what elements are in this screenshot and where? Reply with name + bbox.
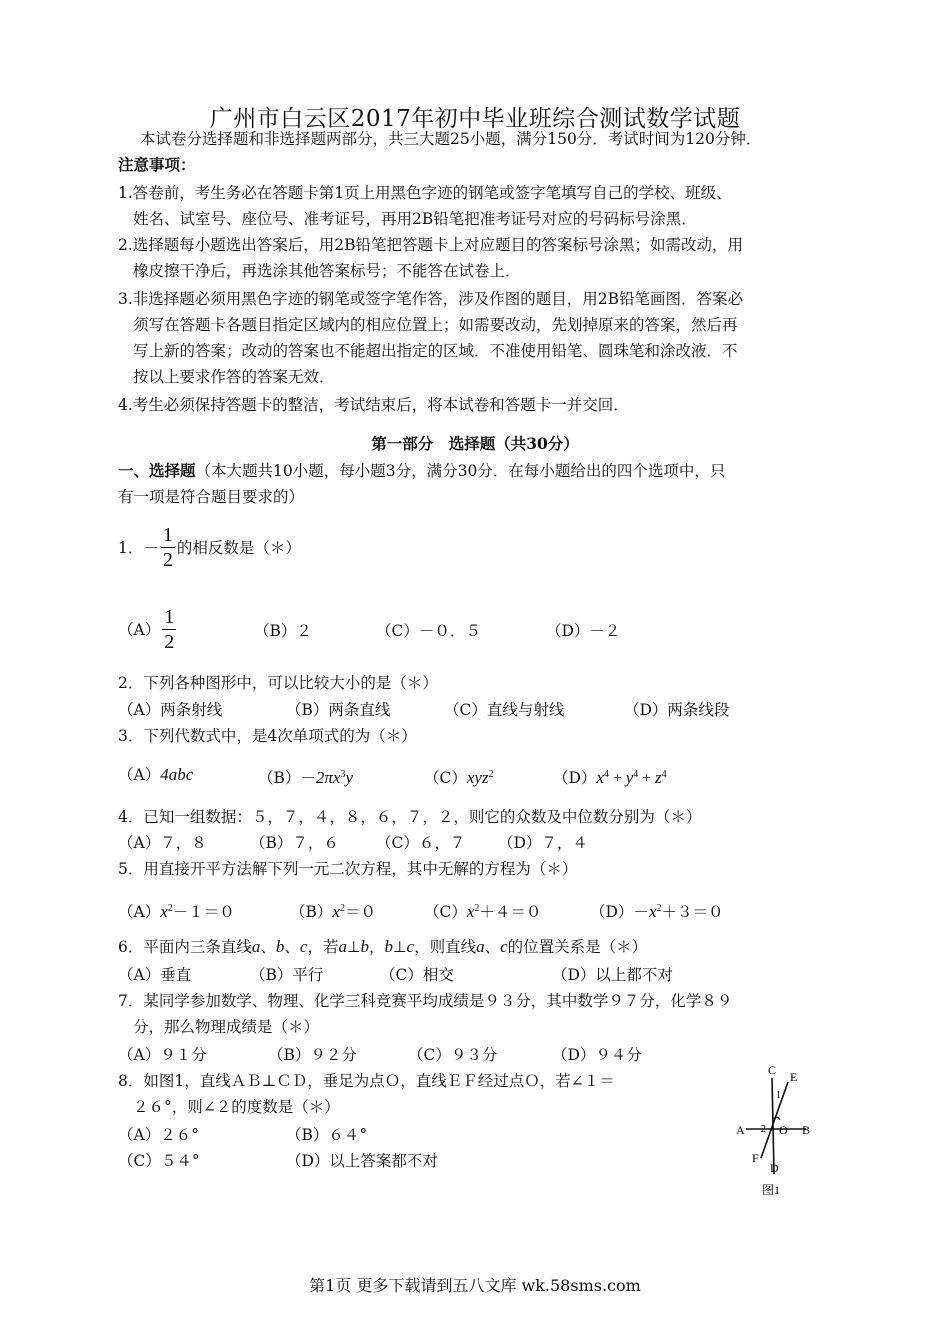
q3-option-a-expr: 4abc	[160, 765, 194, 784]
q7-stem-line-2: 分，那么物理成绩是（＊）	[133, 1018, 320, 1036]
label-c: C	[768, 1063, 777, 1077]
q3-option-d-x: x	[596, 768, 604, 787]
q6-var-c-1: c	[299, 937, 308, 956]
q3-option-d-y: y	[625, 768, 634, 787]
figure-1-diagram	[730, 1058, 830, 1200]
q6-stem	[118, 934, 647, 961]
q6-sep-1: 、	[260, 938, 276, 956]
q3-option-b-y: y	[345, 768, 354, 787]
q1-options	[118, 606, 178, 653]
notice-3-line-3: 写上新的答案；改动的答案也不能超出指定的区域．不准使用铅笔、圆珠笔和涂改液．不	[133, 342, 738, 360]
notice-4: 4.考生必须保持答题卡的整洁，考试结束后，将本试卷和答题卡一并交回．	[118, 396, 629, 414]
q6-var-a-1: a	[251, 937, 261, 956]
q7-option-c: （C）９３分	[408, 1046, 498, 1064]
q5-option-d-var: x	[648, 902, 657, 921]
q2-option-a: （A）两条射线	[118, 701, 223, 719]
q3-option-d-exp-x: 4	[603, 769, 609, 780]
q1-fraction	[161, 524, 175, 571]
q1-option-b: （B）２	[254, 622, 312, 640]
q3-option-d-exp-z: 4	[661, 769, 667, 780]
q6-then: ，则直线	[414, 938, 477, 956]
q8-option-b: （B）６４°	[286, 1126, 368, 1144]
q4-option-d: （D）７，４	[498, 834, 588, 852]
q1-fraction-numerator: 1	[162, 524, 173, 546]
q5-option-a-rest: －１＝０	[172, 903, 235, 921]
q3-option-b-coef: 2π	[315, 768, 333, 787]
q3-option-d-label: （D）	[553, 769, 597, 787]
figure-1-caption: 图1	[762, 1183, 781, 1197]
q5-option-a-var: x	[160, 902, 168, 921]
q3-stem: 3．下列代数式中，是4次单项式的为（＊）	[118, 727, 417, 745]
q5-option-d-label: （D）－	[590, 903, 649, 921]
q6-end: 的位置关系是（＊）	[507, 938, 648, 956]
intro-text: 本试卷分选择题和非选择题两部分，共三大题25小题，满分150分．考试时间为120分钟．	[140, 130, 762, 148]
q6-var-b-2: b	[360, 937, 369, 956]
label-angle-2: 2	[761, 1124, 766, 1135]
q5-option-d-rest: ＋３＝０	[661, 903, 724, 921]
notice-2-line-2: 橡皮擦干净后，再选涂其他答案标号；不能答在试卷上．	[133, 262, 521, 280]
question-1	[118, 524, 301, 571]
notice-heading: 注意事项：	[118, 155, 196, 174]
q6-var-a-2: a	[338, 937, 347, 956]
q1-option-a-fraction	[162, 606, 176, 653]
q3-option-c-base: xyz	[466, 768, 489, 787]
q3-option-d-plus-1: +	[612, 770, 622, 787]
q5-option-a-label: （A）	[118, 903, 161, 921]
notice-3-line-4: 按以上要求作答的答案无效．	[133, 368, 335, 386]
label-d: D	[770, 1161, 779, 1175]
page-footer: 第1页 更多下载请到五八文库 wk.58sms.com	[309, 1276, 641, 1295]
label-a: A	[736, 1123, 745, 1137]
label-e: E	[790, 1070, 798, 1084]
label-angle-1: 1	[776, 1090, 781, 1101]
q8-option-d: （D）以上答案都不对	[286, 1152, 438, 1170]
q6-option-c: （C）相交	[380, 966, 454, 984]
q3-option-d	[553, 762, 667, 792]
q5-option-b-rest: ＝０	[344, 903, 376, 921]
page-title: 广州市白云区2017年初中毕业班综合测试数学试题	[209, 106, 741, 132]
q5-option-b-var: x	[332, 902, 340, 921]
q1-option-a-label: （A）	[118, 620, 161, 639]
q3-option-b	[258, 762, 353, 791]
section1-desc-2: 有一项是符合题目要求的）	[118, 488, 305, 506]
q6-option-b: （B）平行	[250, 966, 324, 984]
q6-var-b-1: b	[275, 937, 285, 956]
section1-line-1	[118, 458, 725, 484]
q4-option-b: （B）７，６	[250, 834, 339, 852]
q3-option-c	[424, 762, 494, 791]
q5-option-a-exp: 2	[167, 903, 173, 914]
q5-option-a	[118, 896, 235, 925]
q5-option-c-exp: 2	[474, 903, 480, 914]
q6-var-b-3: b	[384, 937, 393, 956]
q6-option-d: （D）以上都不对	[552, 966, 673, 984]
section1-label: 一、选择题	[118, 461, 196, 480]
q6-if: ，若	[307, 938, 339, 956]
q7-option-a: （A）９１分	[118, 1046, 207, 1064]
notice-3-line-1: 3.非选择题必须用黑色字迹的钢笔或签字笔作答，涉及作图的题目，用2B铅笔画图．答案必	[118, 290, 744, 308]
q4-stem: 4．已知一组数据：５，７，４，８，６，７，２，则它的众数及中位数分别为（＊）	[118, 808, 702, 826]
q5-option-b-exp: 2	[339, 903, 345, 914]
q3-option-a-label: （A）	[118, 766, 161, 784]
q3-option-b-x: x	[332, 768, 341, 787]
q8-option-a: （A）２６°	[118, 1126, 199, 1144]
q7-stem-line-1: 7．某同学参加数学、物理、化学三科竞赛平均成绩是９３分，其中数学９７分，化学８９	[118, 992, 733, 1010]
q7-option-b: （B）９２分	[268, 1046, 357, 1064]
q6-sep-3: 、	[484, 938, 501, 956]
q1-text: 的相反数是（＊）	[176, 538, 301, 557]
q6-var-c-3: c	[500, 937, 508, 956]
q3-option-b-exp: 3	[340, 769, 346, 780]
q8-stem-line-2: ２６°，则∠２的度数是（＊）	[133, 1098, 340, 1116]
q5-option-c-label: （C）	[424, 903, 467, 921]
q6-comma: ，	[368, 938, 385, 956]
notice-2-line-1: 2.选择题每小题选出答案后，用2B铅笔把答题卡上对应题目的答案标号涂黑；如需改动，用	[118, 236, 744, 254]
q6-var-a-3: a	[476, 937, 485, 956]
notice-1-line-2: 姓名、试室号、座位号、准考证号，再用2B铅笔把准考证号对应的号码标号涂黑．	[133, 210, 697, 228]
q6-perp-1: ⊥	[346, 939, 361, 956]
q6-sep-2: 、	[284, 938, 300, 956]
q8-option-c: （C）５４°	[118, 1152, 200, 1170]
line-ef	[761, 1082, 788, 1158]
q8-stem-line-1: 8．如图1，直线ＡＢ⊥ＣＤ，垂足为点Ｏ，直线ＥＦ经过点Ｏ，若∠１＝	[118, 1072, 615, 1090]
q6-pre: 6．平面内三条直线	[118, 938, 252, 956]
q3-option-d-exp-y: 4	[633, 769, 639, 780]
q1-option-c: （C）－０．５	[376, 622, 481, 640]
q3-option-c-label: （C）	[424, 769, 467, 787]
q5-stem: 5．用直接开平方法解下列一元二次方程，其中无解的方程为（＊）	[118, 860, 578, 878]
q5-option-d	[590, 896, 724, 925]
q5-option-c	[424, 896, 541, 925]
q3-option-b-label: （B）－	[258, 769, 316, 787]
q1-option-a-denominator: 2	[164, 631, 175, 653]
q2-option-d: （D）两条线段	[624, 701, 730, 719]
q5-option-b-label: （B）	[290, 903, 333, 921]
q4-option-a: （A）７，８	[118, 834, 207, 852]
q2-option-c: （C）直线与射线	[444, 701, 565, 719]
q1-fraction-denominator: 2	[162, 549, 173, 571]
q5-option-b	[290, 896, 376, 925]
q3-option-d-plus-2: +	[642, 770, 652, 787]
label-b: B	[802, 1123, 811, 1137]
q6-var-c-2: c	[406, 937, 415, 956]
label-f: F	[752, 1151, 759, 1165]
notice-1-line-1: 1.答卷前，考生务必在答题卡第1页上用黑色字迹的钢笔或签字笔填写自己的学校、班级、	[118, 184, 732, 202]
q1-option-a-numerator: 1	[164, 606, 175, 628]
q3-option-d-z: z	[655, 768, 662, 787]
q5-option-d-exp: 2	[656, 903, 662, 914]
q6-option-a: （A）垂直	[118, 966, 192, 984]
q7-option-d: （D）９４分	[552, 1046, 642, 1064]
q6-perp-2: ⊥	[393, 939, 407, 956]
q1-number: 1．－	[118, 538, 159, 557]
q3-option-c-exp: 2	[488, 769, 494, 780]
label-o: O	[779, 1123, 788, 1137]
section1-desc-1: （本大题共10小题，每小题3分，满分30分．在每小题给出的四个选项中，只	[195, 462, 726, 480]
q5-option-c-rest: ＋４＝０	[479, 903, 542, 921]
q4-option-c: （C）６，７	[376, 834, 466, 852]
q3-option-a	[118, 762, 193, 788]
q5-option-c-var: x	[466, 902, 475, 921]
notice-3-line-2: 须写在答题卡各题目指定区域内的相应位置上；如需要改动，先划掉原来的答案，然后再	[133, 316, 738, 334]
q1-option-d: （D）－２	[546, 622, 621, 640]
part1-heading: 第一部分 选择题（共30分）	[371, 434, 579, 453]
q2-stem: 2．下列各种图形中，可以比较大小的是（＊）	[118, 674, 438, 692]
q2-option-b: （B）两条直线	[286, 701, 391, 719]
